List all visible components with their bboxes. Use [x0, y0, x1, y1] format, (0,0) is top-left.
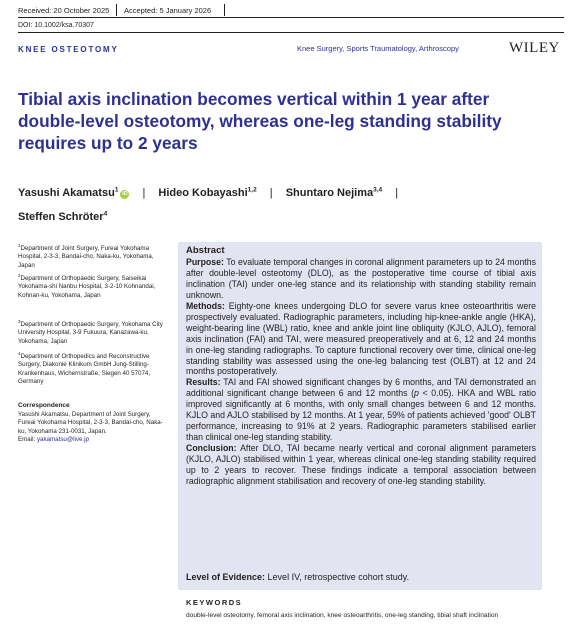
- correspondence-details: Yasushi Akamatsu, Department of Joint Surgery, Fureai Yokohama Hospital, 2-3-3, Bandai-cho, Naka-ku, Yokohama 231-0031, Japan. Email: yakamatsu@live.jp: [18, 411, 163, 443]
- journal-name[interactable]: Knee Surgery, Sports Traumatology, Arthroscopy: [297, 44, 459, 53]
- affiliation: $^3$Department of Orthopaedic Surgery, Yokohama City University Hospital, 3-9 Fukuura, Kanazawa-ku, Yokohama, Japan: [18, 319, 163, 345]
- email-link[interactable]: yakamatsu@live.jp: [36, 435, 89, 443]
- author-separator: |: [269, 186, 273, 199]
- doi[interactable]: DOI: 10.1002/ksa.70307: [18, 22, 94, 29]
- header-rule: [18, 32, 564, 33]
- abstract-methods: Methods: Eighty-one knees undergoing DLO for severe varus knee osteoarthritis were prospectively evaluated. Radiographic parameters, including hip-knee-ankle angle (HKA), weight-bearing line (WBL) ratio, knee and ankle joint line obliquity (KJLO, AJLO), femoral axis inclination (FAI) and TAI, were measured preoperatively and at 6, 12 and 24 months in one-leg standing radiographs. To capture functional recovery over time, clinical one-leg standing stability was assessed using the one-leg balancing test (OLBT) at 12 and 24 months postoperatively.: [186, 300, 536, 377]
- received-date: Received: 20 October 2025: [18, 6, 110, 15]
- author-name[interactable]: Shuntaro Nejima$^{3,4}$: [285, 186, 383, 199]
- accepted-date: Accepted: 5 January 2026: [124, 6, 212, 15]
- abstract-results: Results: TAI and FAI showed significant changes by 6 months, and TAI demonstrated an additional significant change between 6 and 12 months (p < 0.05). HKA and WBL ratio improved significantly at 6 months, with only small changes between 6 and 12 months. KJLO and AJLO stabilised by 12 months. At 1 year, 59% of patients achieved 'good' OLBT performance, increasing to 91% at 2 years. Radiographic parameters stabilised earlier than clinical one-leg standing stability.: [186, 377, 536, 443]
- header-separator: [224, 4, 225, 16]
- author-separator: |: [142, 186, 146, 199]
- level-of-evidence: Level of Evidence: Level IV, retrospective cohort study.: [186, 572, 410, 582]
- author-name[interactable]: Yasushi Akamatsu$^1$: [18, 186, 119, 199]
- abstract-conclusion: Conclusion: After DLO, TAI became nearly vertical and coronal alignment parameters (KJLO, AJLO) stabilised within 1 year, whereas clinical one-leg standing stability required up to 2 years to recover. These findings indicate a temporal association between radiographic alignment stabilisation and recovery of one-leg standing stability.: [186, 443, 536, 487]
- author-name[interactable]: Hideo Kobayashi$^{1,2}$: [158, 186, 257, 199]
- affiliation: $^2$Department of Orthopaedic Surgery, Saiseikai Yokohama-shi Nanbu Hospital, 3-2-10 Kohnandai, Kohnan-ku, Yokohama, Japan: [18, 273, 156, 299]
- header-separator: [116, 4, 117, 16]
- publisher-logo: WILEY: [509, 40, 560, 56]
- keywords-list: double-level osteotomy, femoral axis inclination, knee osteoarthritis, one-leg standing, tibial shaft inclination: [186, 612, 499, 619]
- keywords-heading: KEYWORDS: [186, 598, 243, 607]
- author-list: [18, 179, 563, 228]
- author-name[interactable]: Steffen Schröter$^4$: [18, 210, 108, 224]
- correspondence-heading: Correspondence: [18, 402, 70, 409]
- header-rule: [18, 17, 564, 18]
- abstract-heading: Abstract: [186, 245, 225, 256]
- orcid-icon[interactable]: iD: [122, 190, 128, 197]
- affiliation: $^1$Department of Joint Surgery, Fureai Yokohama Hospital, 2-3-3, Bandai-cho, Naka-ku, Yokohama, Japan: [18, 243, 154, 269]
- article-title: Tibial axis inclination becomes vertical within 1 year after double-level osteotomy, whereas one-leg standing stability requires up to 2 years: [18, 89, 502, 153]
- abstract-text: [186, 246, 536, 487]
- abstract-purpose: Purpose: To evaluate temporal changes in coronal alignment parameters up to 24 months after double-level osteotomy (DLO), as the postoperative time course of tibial axis inclination (TAI) under one-leg stance and its relationship with standing stability remain unknown.: [186, 256, 536, 300]
- section-label: KNEE OSTEOTOMY: [18, 45, 119, 54]
- affiliation: $^4$Department of Orthopedics and Reconstructive Surgery, Diakonie Klinikum GmbH Jung-Stilling-Krankenhaus, Wichernstraße, Siegen 40 57074, Germany: [18, 351, 151, 385]
- author-separator: |: [395, 186, 399, 199]
